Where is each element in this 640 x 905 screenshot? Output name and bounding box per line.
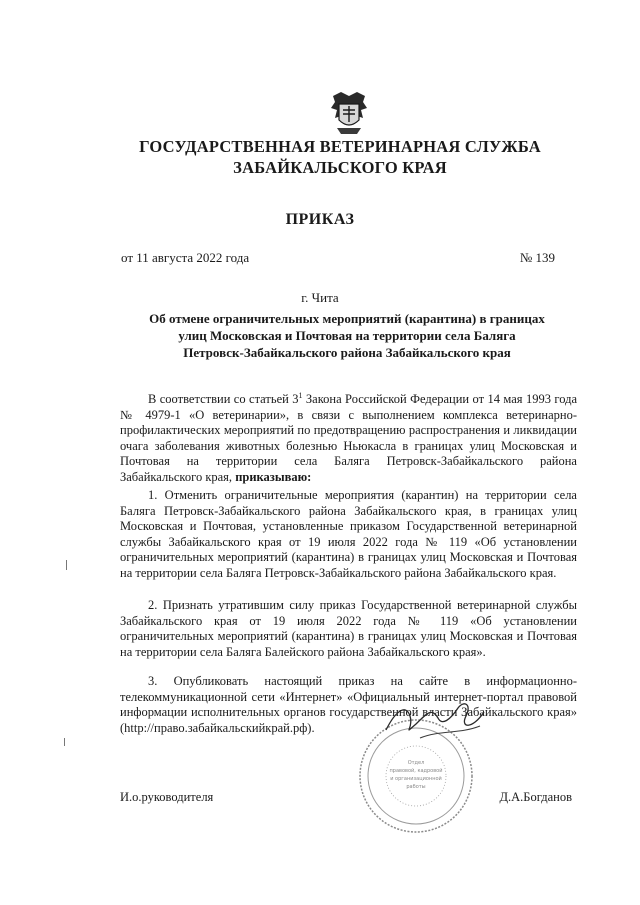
intro-paragraph bbox=[120, 388, 577, 485]
scan-margin-mark bbox=[64, 738, 65, 746]
org-name-line2: ЗАБАЙКАЛЬСКОГО КРАЯ bbox=[233, 158, 447, 177]
document-type: ПРИКАЗ bbox=[285, 211, 355, 228]
document-date: от 11 августа 2022 года bbox=[121, 250, 250, 265]
svg-text:работы: работы bbox=[406, 784, 426, 790]
item-1-text: 1. Отменить ограничительные мероприятия (карантин) на территории села Баляга Петровск-Забайкальского района Забайкальского края, в границах улиц Московская и Почтовая, установленные приказом Государственной ветеринарной службы Забайкальского края от 19 июля 2022 года № 119 «Об установлении ограничительных мероприятий (карантина) в границах улиц Московская и Почтовая на территории села Баляга Петровск-Забайкальского района Забайкальского края. bbox=[120, 488, 577, 580]
handwritten-signature bbox=[380, 690, 490, 750]
subject-line: Об отмене ограничительных мероприятий (карантина) в границах bbox=[149, 311, 545, 326]
signer-title: И.о.руководителя bbox=[120, 790, 214, 804]
svg-text:и организационной: и организационной bbox=[390, 776, 442, 782]
scan-margin-mark bbox=[66, 560, 67, 570]
item-2-paragraph bbox=[120, 598, 577, 660]
org-name-line1: ГОСУДАРСТВЕННАЯ ВЕТЕРИНАРНАЯ СЛУЖБА bbox=[139, 137, 541, 156]
item-1-paragraph bbox=[120, 488, 577, 581]
document-subject bbox=[118, 310, 576, 361]
item-3-text: 3. Опубликовать настоящий приказ на сайте в информационно-телекоммуникационной сети «Интернет» «Официальный интернет-портал правовой информации исполнительных органов государственной власти Забайкальского края» (http://право.забайкальскийкрай.рф). bbox=[120, 674, 577, 735]
document-number: № 139 bbox=[519, 250, 555, 265]
intro-text-cont: Закона Российской Федерации от 14 мая 1993 года № 4979-1 «О ветеринарии», в связи с выполнением комплекса ветеринарно-профилактических мероприятий по предотвращению распространения и ликвидации очага заболевания животных болезнью Ньюкасла в границах улиц Московская и Почтовая на территории села Баляга Петровск-Забайкальского района Забайкальского края, bbox=[120, 392, 577, 484]
subject-line: Петровск-Забайкальского района Забайкальского края bbox=[183, 345, 511, 360]
document-city: г. Чита bbox=[301, 290, 339, 305]
article-superscript: 1 bbox=[298, 391, 303, 400]
signer-name: Д.А.Богданов bbox=[499, 790, 572, 804]
svg-text:Отдел: Отдел bbox=[407, 760, 425, 766]
coat-of-arms-icon bbox=[327, 90, 371, 136]
item-3-paragraph bbox=[120, 674, 577, 736]
item-2-text: 2. Признать утратившим силу приказ Государственной ветеринарной службы Забайкальского края от 19 июля 2022 года № 119 «Об установлении ограничительных мероприятий (карантина) в границах улиц Московская и Почтовая на территории села Баляга Балейского района Забайкальского края». bbox=[120, 598, 577, 659]
intro-text: В соответствии со статьей 3 bbox=[148, 392, 299, 407]
order-word: приказываю: bbox=[235, 469, 312, 484]
svg-text:правовой, кадровой: правовой, кадровой bbox=[389, 768, 443, 774]
subject-line: улиц Московская и Почтовая на территории села Балягa bbox=[178, 328, 516, 343]
